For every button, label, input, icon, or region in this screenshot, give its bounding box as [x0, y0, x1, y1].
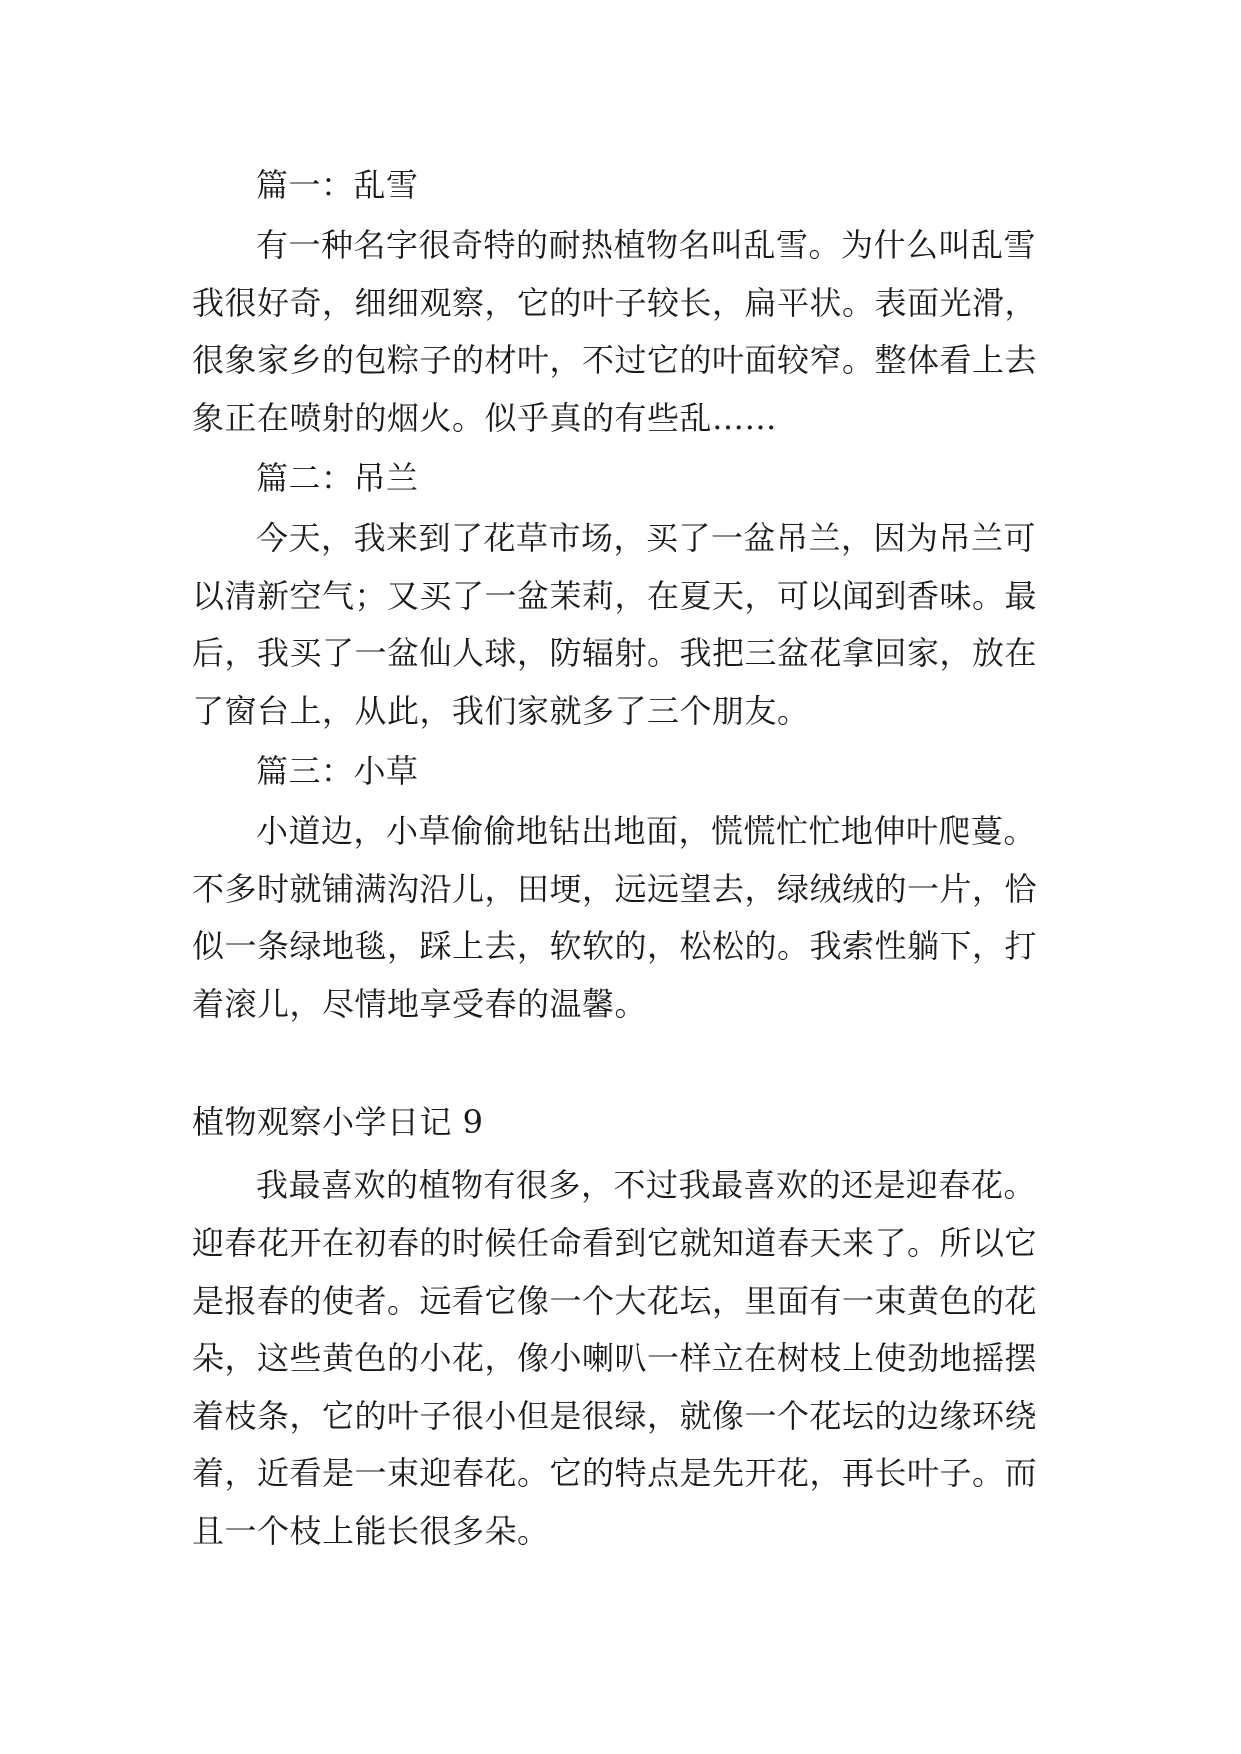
paragraph-line: 着枝条，它的叶子很小但是很绿，就像一个花坛的边缘环绕	[192, 1397, 1038, 1435]
paragraph-line: 我最喜欢的植物有很多，不过我最喜欢的还是迎春花。	[256, 1166, 1037, 1204]
paragraph-line: 迎春花开在初春的时候任命看到它就知道春天来了。所以它	[192, 1224, 1038, 1262]
section-heading-3: 篇三：小草	[256, 752, 419, 790]
paragraph-line: 我很好奇，细细观察，它的叶子较长，扁平状。表面光滑，	[192, 284, 1038, 322]
paragraph-line: 不多时就铺满沟沿儿，田埂，远远望去，绿绒绒的一片，恰	[192, 870, 1038, 908]
paragraph-line: 小道边，小草偷偷地钻出地面，慌慌忙忙地伸叶爬蔓。	[256, 812, 1037, 850]
paragraph-line: 很象家乡的包粽子的材叶，不过它的叶面较窄。整体看上去	[192, 341, 1038, 379]
section-heading-1: 篇一：乱雪	[256, 166, 419, 204]
paragraph-line: 且一个枝上能长很多朵。	[192, 1512, 550, 1550]
paragraph-line: 朵，这些黄色的小花，像小喇叭一样立在树枝上使劲地摇摆	[192, 1339, 1038, 1377]
paragraph-line: 有一种名字很奇特的耐热植物名叫乱雪。为什么叫乱雪	[256, 226, 1037, 264]
paragraph-line: 着滚儿，尽情地享受春的温馨。	[192, 985, 648, 1023]
paragraph-line: 了窗台上，从此，我们家就多了三个朋友。	[192, 692, 810, 730]
paragraph-line: 似一条绿地毯，踩上去，软软的，松松的。我索性躺下，打	[192, 927, 1038, 965]
paragraph-line: 以清新空气；又买了一盆茉莉，在夏天，可以闻到香味。最	[192, 577, 1038, 615]
section-heading-2: 篇二：吊兰	[256, 459, 419, 497]
paragraph-line: 着，近看是一束迎春花。它的特点是先开花，再长叶子。而	[192, 1454, 1038, 1492]
paragraph-line: 今天，我来到了花草市场，买了一盆吊兰，因为吊兰可	[256, 519, 1037, 557]
paragraph-line: 是报春的使者。远看它像一个大花坛，里面有一束黄色的花	[192, 1282, 1038, 1320]
paragraph-line: 象正在喷射的烟火。似乎真的有些乱……	[192, 399, 778, 437]
paragraph-line: 后，我买了一盆仙人球，防辐射。我把三盆花拿回家，放在	[192, 634, 1038, 672]
article-title: 植物观察小学日记 9	[192, 1103, 484, 1141]
